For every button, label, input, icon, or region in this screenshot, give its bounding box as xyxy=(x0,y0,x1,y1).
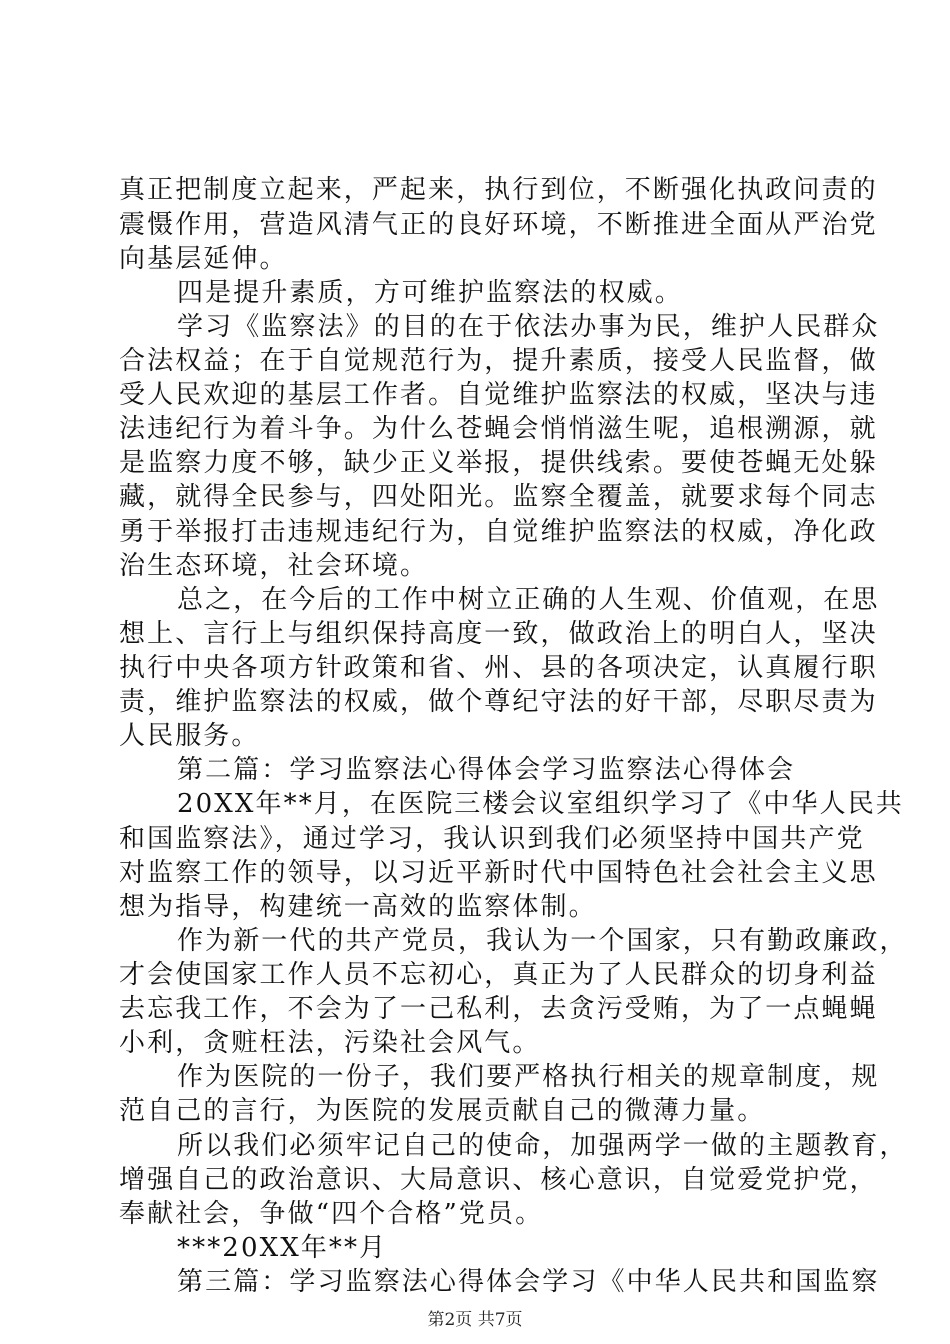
text-line: 奉献社会，争做“四个合格”党员。 xyxy=(119,1199,544,1229)
text-line: 学习《监察法》的目的在于依法办事为民，维护人民群众 xyxy=(177,312,880,342)
text-line: 20XX年**月，在医院三楼会议室组织学习了《中华人民共 xyxy=(177,789,904,819)
section-heading: 第三篇：学习监察法心得体会学习《中华人民共和国监察 xyxy=(177,1267,880,1297)
text-line: 真正把制度立起来，严起来，执行到位，不断强化执政问责的 xyxy=(119,175,878,205)
text-line: 受人民欢迎的基层工作者。自觉维护监察法的权威，坚决与违 xyxy=(119,380,878,410)
text-line: 想为指导，构建统一高效的监察体制。 xyxy=(119,892,597,922)
text-line: 向基层延伸。 xyxy=(119,244,288,274)
text-line: 对监察工作的领导，以习近平新时代中国特色社会社会主义思 xyxy=(119,858,878,888)
text-line: 法违纪行为着斗争。为什么苍蝇会悄悄滋生呢，追根溯源，就 xyxy=(119,414,878,444)
text-line: 才会使国家工作人员不忘初心，真正为了人民群众的切身利益 xyxy=(119,960,878,990)
text-line: 震慑作用，营造风清气正的良好环境，不断推进全面从严治党 xyxy=(119,210,878,240)
text-line: 作为医院的一份子，我们要严格执行相关的规章制度，规 xyxy=(177,1062,880,1092)
text-line: 想上、言行上与组织保持高度一致，做政治上的明白人，坚决 xyxy=(119,619,878,649)
text-line: 人民服务。 xyxy=(119,721,260,751)
text-line: 所以我们必须牢记自己的使命，加强两学一做的主题教育， xyxy=(177,1131,908,1161)
text-line: 去忘我工作，不会为了一己私利，去贪污受贿，为了一点蝇蝇 xyxy=(119,994,878,1024)
text-line: 小利，贪赃枉法，污染社会风气。 xyxy=(119,1028,541,1058)
signature-date: ***20XX年**月 xyxy=(177,1233,388,1263)
text-line: 是监察力度不够，缺少正义举报，提供线索。要使苍蝇无处躲 xyxy=(119,448,878,478)
text-line: 和国监察法》，通过学习，我认识到我们必须坚持中国共产党 xyxy=(119,824,865,854)
text-line: 执行中央各项方针政策和省、州、县的各项决定，认真履行职 xyxy=(119,653,878,683)
section-heading: 四是提升素质，方可维护监察法的权威。 xyxy=(177,278,683,308)
text-line: 勇于举报打击违规违纪行为，自觉维护监察法的权威，净化政 xyxy=(119,517,878,547)
text-line: 责，维护监察法的权威，做个尊纪守法的好干部，尽职尽责为 xyxy=(119,687,878,717)
text-line: 治生态环境，社会环境。 xyxy=(119,551,429,581)
text-line: 范自己的言行，为医院的发展贡献自己的微薄力量。 xyxy=(119,1096,766,1126)
page-number-footer: 第2页 共7页 xyxy=(427,1310,523,1330)
text-line: 总之，在今后的工作中树立正确的人生观、价值观，在思 xyxy=(177,585,880,615)
text-line: 作为新一代的共产党员，我认为一个国家，只有勤政廉政， xyxy=(177,926,908,956)
text-line: 藏，就得全民参与，四处阳光。监察全覆盖，就要求每个同志 xyxy=(119,482,878,512)
text-line: 增强自己的政治意识、大局意识、核心意识，自觉爱党护党， xyxy=(119,1165,878,1195)
text-line: 合法权益；在于自觉规范行为，提升素质，接受人民监督，做 xyxy=(119,346,878,376)
section-heading: 第二篇：学习监察法心得体会学习监察法心得体会 xyxy=(177,755,796,785)
